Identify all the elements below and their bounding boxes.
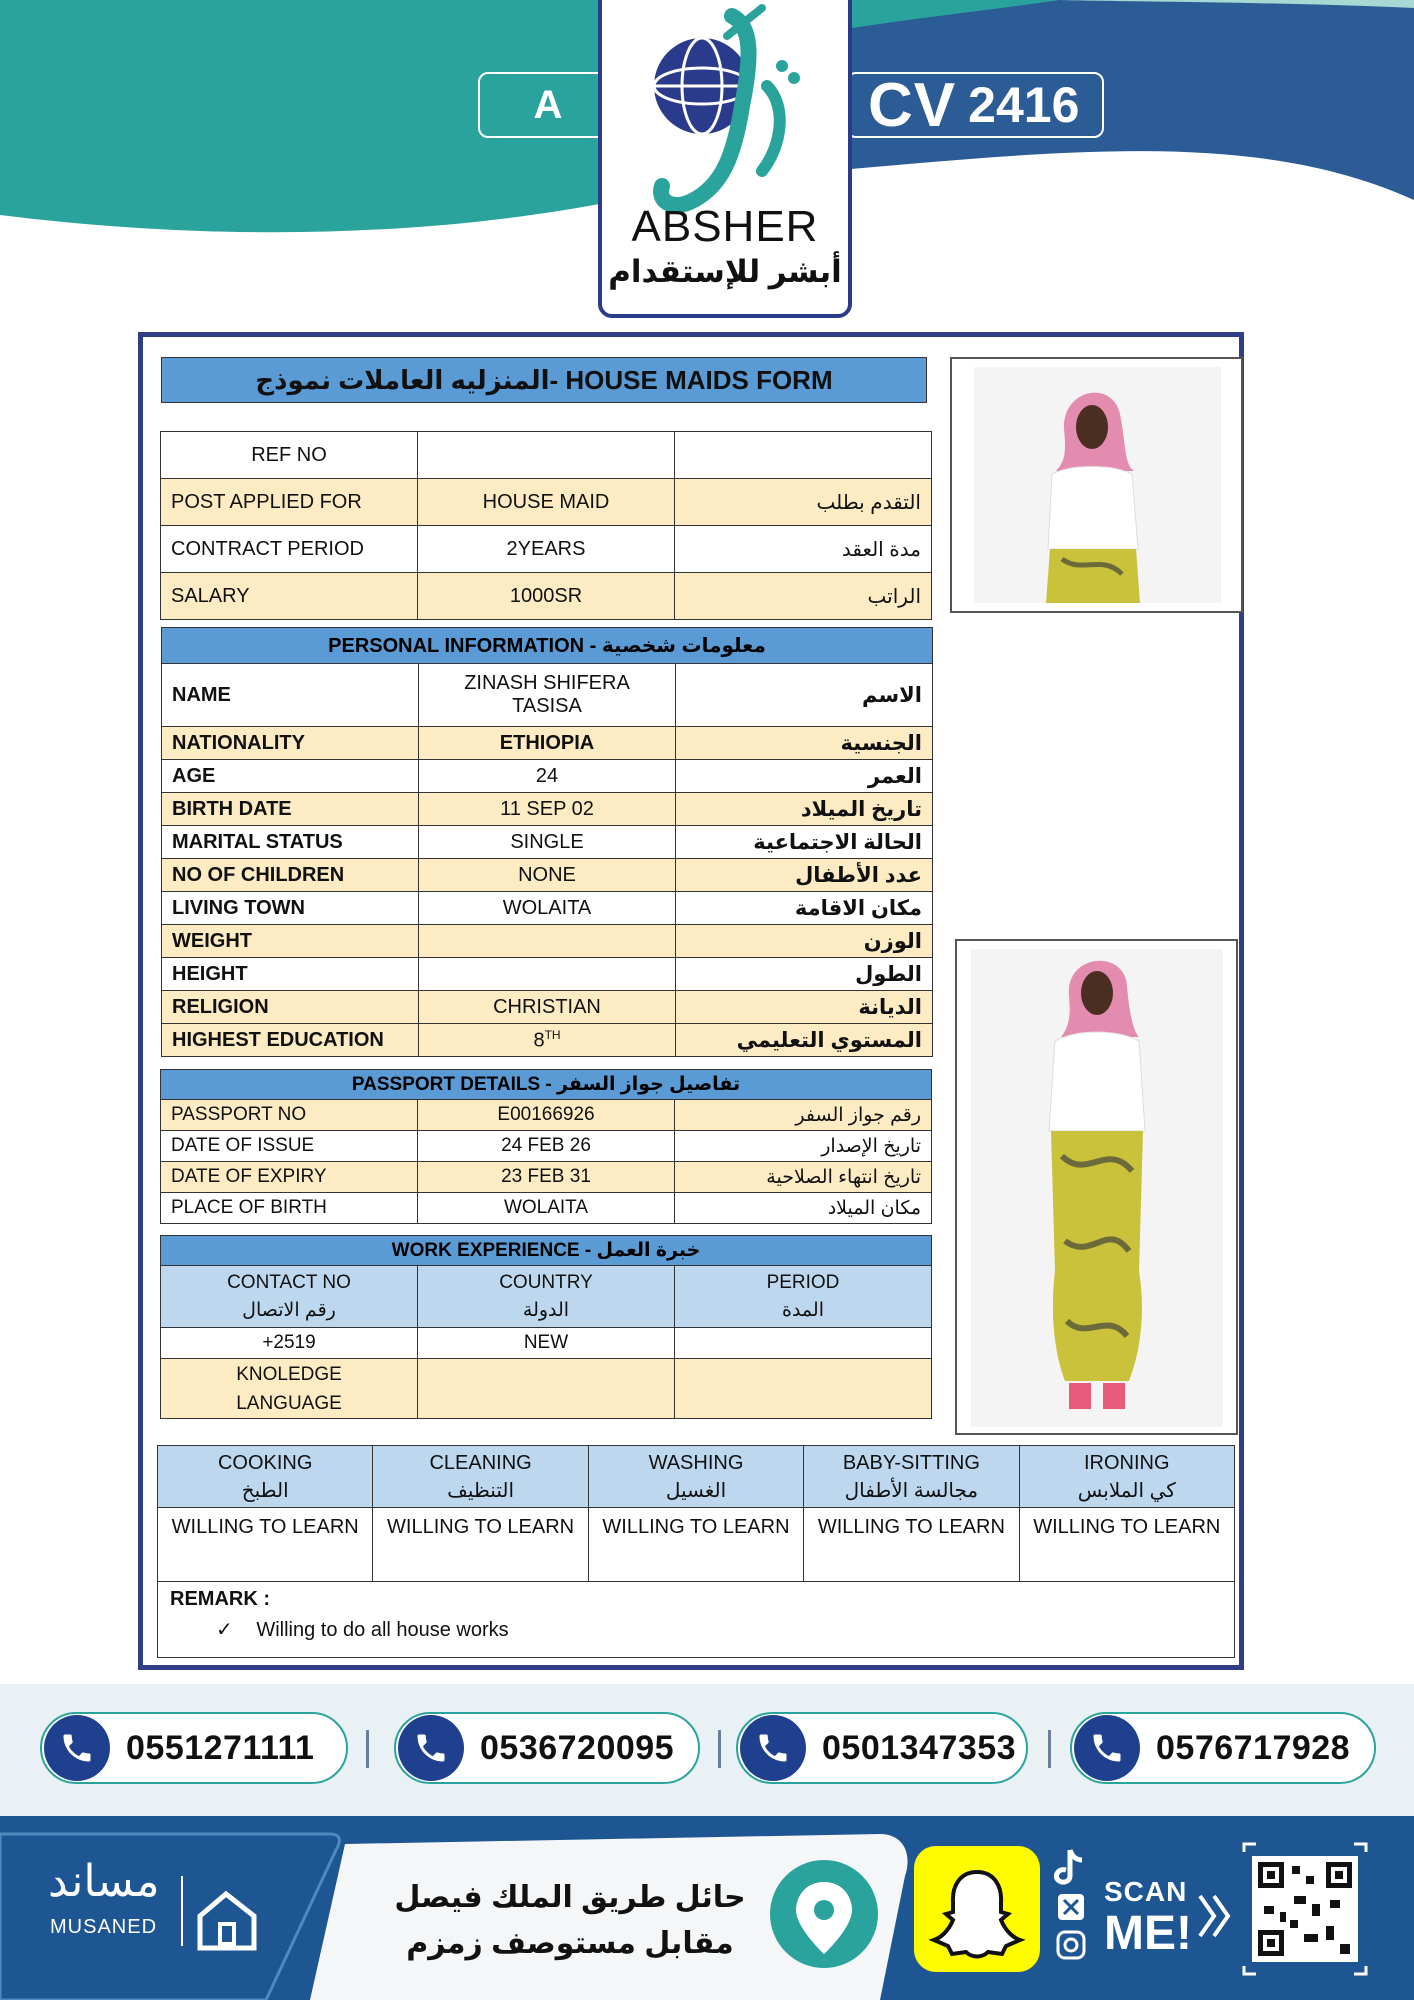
qr-code-icon[interactable] xyxy=(1252,1856,1358,1962)
header xyxy=(0,0,1414,330)
remark-item xyxy=(216,1617,1222,1642)
contact-no-column xyxy=(161,1266,418,1328)
birth-place-arabic: مكان الميلاد xyxy=(675,1193,932,1224)
living-town-value: WOLAITA xyxy=(419,892,676,925)
section-header-row xyxy=(162,628,933,664)
table-row xyxy=(161,1162,932,1193)
skill-washing-ar: الغسيل xyxy=(665,1479,727,1502)
education-value-number: 8 xyxy=(533,1029,545,1052)
skill-cooking-en: COOKING xyxy=(217,1451,313,1474)
column-header-row xyxy=(158,1446,1235,1508)
skill-cleaning-ar: التنظيف xyxy=(447,1479,515,1502)
skill-cleaning-header xyxy=(373,1446,588,1508)
musaned-logo-icon xyxy=(182,1876,254,1948)
footer xyxy=(0,1816,1414,2000)
phone-number: 0576717928 xyxy=(1156,1728,1351,1767)
divider xyxy=(1048,1730,1051,1768)
age-arabic: العمر xyxy=(676,760,933,793)
table-row xyxy=(161,1359,932,1419)
contact-no-column-ar: رقم الاتصال xyxy=(242,1299,336,1321)
passport-no-arabic: رقم جواز السفر xyxy=(675,1100,932,1131)
phone-number: 0501347353 xyxy=(822,1728,1017,1767)
phone-number: 0536720095 xyxy=(480,1728,675,1767)
passport-no-value: E00166926 xyxy=(418,1100,675,1131)
age-value: 24 xyxy=(419,760,676,793)
work-experience-header: WORK EXPERIENCE - خبرة العمل xyxy=(161,1236,932,1266)
logo-arabic-text: أبشر للإستقدام xyxy=(608,254,842,289)
remark-box xyxy=(157,1582,1235,1658)
contact-no-column-en: CONTACT NO xyxy=(227,1271,351,1293)
table-row xyxy=(161,432,932,479)
address-line-1: حائل طريق الملك فيصل xyxy=(394,1881,746,1914)
tiktok-icon[interactable] xyxy=(1056,1850,1082,1882)
birth-place-value: WOLAITA xyxy=(418,1193,675,1224)
name-label: NAME xyxy=(162,664,419,727)
checkmark-icon: ✓ xyxy=(216,1619,233,1641)
table-row xyxy=(161,1193,932,1224)
skill-washing-en: WASHING xyxy=(648,1451,744,1474)
knowledge-extra xyxy=(675,1359,932,1419)
phone-number: 0551271111 xyxy=(126,1728,315,1767)
birth-place-label: PLACE OF BIRTH xyxy=(161,1193,418,1224)
issue-date-value: 24 FEB 26 xyxy=(418,1131,675,1162)
cv-label: CV xyxy=(868,70,957,140)
work-experience-table xyxy=(160,1235,932,1419)
period-column-en: PERIOD xyxy=(766,1271,840,1293)
cv-number-badge xyxy=(846,72,1104,138)
ref-no-arabic xyxy=(675,432,932,479)
period-column-ar: المدة xyxy=(782,1299,824,1321)
section-header-row xyxy=(161,1070,932,1100)
table-row xyxy=(161,526,932,573)
birth-date-value: 11 SEP 02 xyxy=(419,793,676,826)
table-row xyxy=(162,958,933,991)
address-line-2: مقابل مستوصف زمزم xyxy=(406,1927,734,1960)
country-column xyxy=(418,1266,675,1328)
table-row xyxy=(162,991,933,1024)
phone-numbers-bar xyxy=(0,1684,1414,1816)
table-row xyxy=(162,1024,933,1057)
phone-icon xyxy=(44,1715,110,1781)
weight-arabic: الوزن xyxy=(676,925,933,958)
table-row xyxy=(162,727,933,760)
remark-title: REMARK : xyxy=(170,1588,270,1610)
candidate-photo-portrait xyxy=(950,357,1243,613)
remark-text: Willing to do all house works xyxy=(256,1619,509,1641)
candidate-photo-full xyxy=(955,939,1238,1435)
divider xyxy=(718,1730,721,1768)
knowledge-value xyxy=(418,1359,675,1419)
height-label: HEIGHT xyxy=(162,958,419,991)
table-row xyxy=(162,859,933,892)
cv-form xyxy=(138,332,1244,1670)
salary-label: SALARY xyxy=(161,573,418,620)
scan-me-label: ME! xyxy=(1104,1907,1192,1960)
period-column xyxy=(675,1266,932,1328)
passport-header: PASSPORT DETAILS - تفاصيل جواز السفر xyxy=(161,1070,932,1100)
children-arabic: عدد الأطفال xyxy=(676,859,933,892)
education-value-suffix: TH xyxy=(544,1027,561,1042)
skill-ironing-ar: كي الملابس xyxy=(1077,1479,1176,1502)
scan-label: SCAN xyxy=(1104,1876,1188,1907)
skill-washing-value: WILLING TO LEARN xyxy=(588,1508,803,1582)
birth-date-label: BIRTH DATE xyxy=(162,793,419,826)
table-row xyxy=(162,892,933,925)
person-portrait-image xyxy=(952,359,1241,611)
ref-no-label: REF NO xyxy=(161,432,418,479)
education-value xyxy=(419,1024,676,1057)
post-value: HOUSE MAID xyxy=(418,479,675,526)
divider xyxy=(366,1730,369,1768)
skill-ironing-header xyxy=(1019,1446,1234,1508)
expiry-date-value: 23 FEB 31 xyxy=(418,1162,675,1193)
column-header-row xyxy=(161,1266,932,1328)
table-row xyxy=(161,1328,932,1359)
salary-arabic: الراتب xyxy=(675,573,932,620)
birth-date-arabic: تاريخ الميلاد xyxy=(676,793,933,826)
children-label: NO OF CHILDREN xyxy=(162,859,419,892)
globe-calligraphy-icon xyxy=(602,0,848,216)
instagram-icon[interactable] xyxy=(1058,1932,1084,1958)
nationality-value: ETHIOPIA xyxy=(419,727,676,760)
phone-contact-3[interactable] xyxy=(736,1712,1028,1784)
skill-ironing-en: IRONING xyxy=(1084,1451,1170,1474)
skills-table xyxy=(157,1445,1235,1582)
skill-ironing-value: WILLING TO LEARN xyxy=(1019,1508,1234,1582)
salary-value: 1000SR xyxy=(418,573,675,620)
post-label: POST APPLIED FOR xyxy=(161,479,418,526)
skill-washing-header xyxy=(588,1446,803,1508)
country-column-en: COUNTRY xyxy=(499,1271,593,1293)
country-column-ar: الدولة xyxy=(522,1299,570,1321)
absher-logo xyxy=(598,0,852,318)
passport-no-label: PASSPORT NO xyxy=(161,1100,418,1131)
phone-icon xyxy=(1074,1715,1140,1781)
contract-label: CONTRACT PERIOD xyxy=(161,526,418,573)
name-value: ZINASH SHIFERA TASISA xyxy=(419,664,676,727)
contract-arabic: مدة العقد xyxy=(675,526,932,573)
period-value xyxy=(675,1328,932,1359)
issue-date-arabic: تاريخ الإصدار xyxy=(675,1131,932,1162)
marital-status-value: SINGLE xyxy=(419,826,676,859)
nationality-label: NATIONALITY xyxy=(162,727,419,760)
nationality-arabic: الجنسية xyxy=(676,727,933,760)
age-label: AGE xyxy=(162,760,419,793)
country-value: NEW xyxy=(418,1328,675,1359)
skill-babysitting-ar: مجالسة الأطفال xyxy=(844,1479,979,1502)
musaned-latin-text: MUSANED xyxy=(50,1916,158,1938)
phone-icon xyxy=(740,1715,806,1781)
knowledge-language-label xyxy=(161,1359,418,1419)
skill-cleaning-en: CLEANING xyxy=(429,1451,532,1474)
cv-number: 2416 xyxy=(968,77,1080,133)
skill-babysitting-header xyxy=(804,1446,1019,1508)
name-arabic: الاسم xyxy=(676,664,933,727)
expiry-date-arabic: تاريخ انتهاء الصلاحية xyxy=(675,1162,932,1193)
religion-arabic: الديانة xyxy=(676,991,933,1024)
skill-cleaning-value: WILLING TO LEARN xyxy=(373,1508,588,1582)
contact-no-value: +2519 xyxy=(161,1328,418,1359)
religion-value: CHRISTIAN xyxy=(419,991,676,1024)
phone-icon xyxy=(398,1715,464,1781)
table-row xyxy=(162,760,933,793)
table-row xyxy=(161,573,932,620)
table-row xyxy=(161,1100,932,1131)
personal-info-header: PERSONAL INFORMATION - معلومات شخصية xyxy=(162,628,933,664)
passport-details-table xyxy=(160,1069,932,1224)
education-label: HIGHEST EDUCATION xyxy=(162,1024,419,1057)
table-row xyxy=(161,1131,932,1162)
phone-contact-4[interactable] xyxy=(1070,1712,1376,1784)
skill-babysitting-value: WILLING TO LEARN xyxy=(804,1508,1019,1582)
form-title: المنزليه العاملات نموذج- HOUSE MAIDS FORM xyxy=(161,357,927,403)
personal-info-table xyxy=(161,627,933,1057)
table-row xyxy=(162,664,933,727)
education-arabic: المستوي التعليمي xyxy=(676,1024,933,1057)
skill-cooking-value: WILLING TO LEARN xyxy=(158,1508,373,1582)
issue-date-label: DATE OF ISSUE xyxy=(161,1131,418,1162)
weight-value xyxy=(419,925,676,958)
living-town-arabic: مكان الاقامة xyxy=(676,892,933,925)
post-arabic: التقدم بطلب xyxy=(675,479,932,526)
skill-babysitting-en: BABY-SITTING xyxy=(842,1451,980,1474)
phone-contact-2[interactable] xyxy=(394,1712,700,1784)
height-value xyxy=(419,958,676,991)
person-full-image xyxy=(957,941,1236,1433)
table-row xyxy=(162,826,933,859)
marital-status-arabic: الحالة الاجتماعية xyxy=(676,826,933,859)
job-details-table xyxy=(160,431,932,620)
children-value: NONE xyxy=(419,859,676,892)
living-town-label: LIVING TOWN xyxy=(162,892,419,925)
logo-latin-text: ABSHER xyxy=(631,202,819,251)
religion-label: RELIGION xyxy=(162,991,419,1024)
contract-value: 2YEARS xyxy=(418,526,675,573)
musaned-arabic-text: مساند xyxy=(48,1857,160,1906)
x-icon[interactable] xyxy=(1058,1894,1084,1920)
knowledge-label: KNOLEDGE xyxy=(236,1363,342,1385)
marital-status-label: MARITAL STATUS xyxy=(162,826,419,859)
section-header-row xyxy=(161,1236,932,1266)
language-label: LANGUAGE xyxy=(236,1392,342,1414)
table-row xyxy=(161,479,932,526)
phone-contact-1[interactable] xyxy=(40,1712,348,1784)
table-row xyxy=(162,793,933,826)
skill-cooking-ar: الطبخ xyxy=(241,1479,289,1502)
height-arabic: الطول xyxy=(676,958,933,991)
table-row xyxy=(162,925,933,958)
skill-cooking-header xyxy=(158,1446,373,1508)
ref-no-value xyxy=(418,432,675,479)
table-row xyxy=(158,1508,1235,1582)
weight-label: WEIGHT xyxy=(162,925,419,958)
grade-badge: A xyxy=(478,72,618,138)
expiry-date-label: DATE OF EXPIRY xyxy=(161,1162,418,1193)
